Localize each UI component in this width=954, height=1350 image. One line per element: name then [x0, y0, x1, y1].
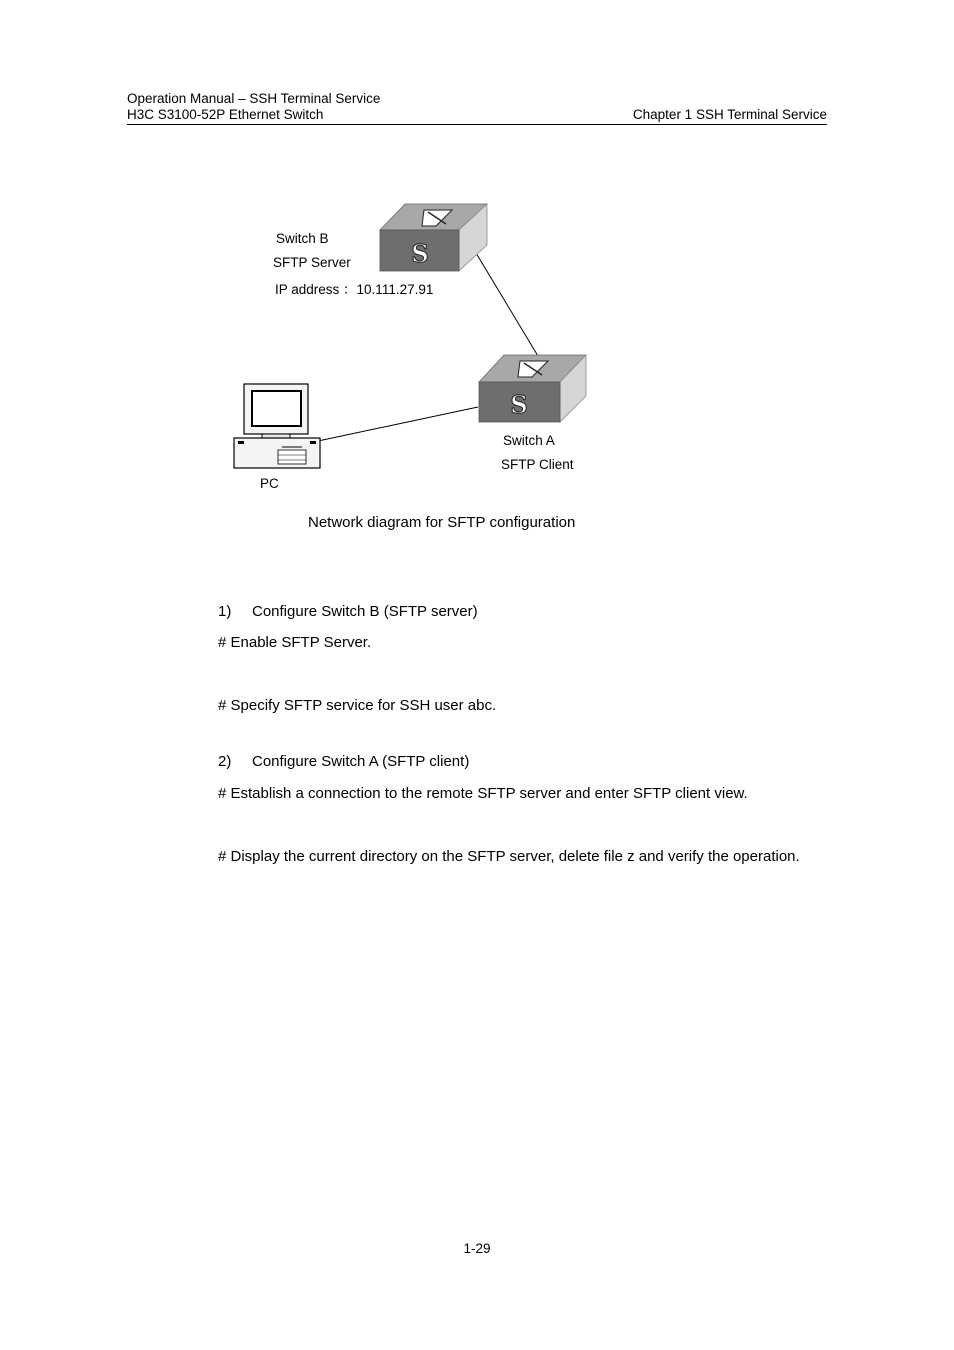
header-chapter: Chapter 1 SSH Terminal Service — [632, 107, 827, 122]
figure-caption: Network diagram for SFTP configuration — [308, 514, 576, 531]
step-1-title: Configure Switch B (SFTP server) — [252, 603, 478, 620]
pc-label: PC — [260, 476, 279, 491]
switch-b-ip: IP address ：10.111.27.91 — [275, 282, 434, 297]
link-pc-switcha — [318, 407, 478, 441]
switch-b-role: SFTP Server — [273, 255, 351, 270]
header-product-name: H3C S3100-52P Ethernet Switch — [127, 107, 324, 122]
pc-icon — [234, 384, 320, 468]
comment-specify-sftp-service: # Specify SFTP service for SSH user abc. — [218, 697, 497, 714]
page-number: 1-29 — [463, 1241, 491, 1256]
switch-b-name: Switch B — [276, 231, 329, 246]
header-manual-title: Operation Manual – SSH Terminal Service — [127, 91, 381, 106]
switch-b-icon — [380, 204, 487, 271]
svg-text:S: S — [411, 239, 429, 268]
switch-a-icon — [479, 355, 586, 422]
step-2 — [218, 753, 469, 770]
step-2-title: Configure Switch A (SFTP client) — [252, 753, 470, 770]
network-diagram — [0, 0, 954, 520]
comment-establish-connection: # Establish a connection to the remote SFTP server and enter SFTP client view. — [218, 785, 748, 802]
link-switchb-switcha — [476, 253, 538, 356]
svg-text:S: S — [510, 390, 528, 419]
step-1 — [218, 603, 478, 620]
step-2-number: 2) — [218, 753, 232, 770]
switch-a-role: SFTP Client — [501, 457, 574, 472]
step-1-number: 1) — [218, 603, 232, 620]
switch-a-name: Switch A — [503, 433, 555, 448]
comment-enable-sftp: # Enable SFTP Server. — [218, 634, 372, 651]
comment-display-directory: # Display the current directory on the SFTP server, delete file z and verify the operation. — [218, 848, 800, 865]
